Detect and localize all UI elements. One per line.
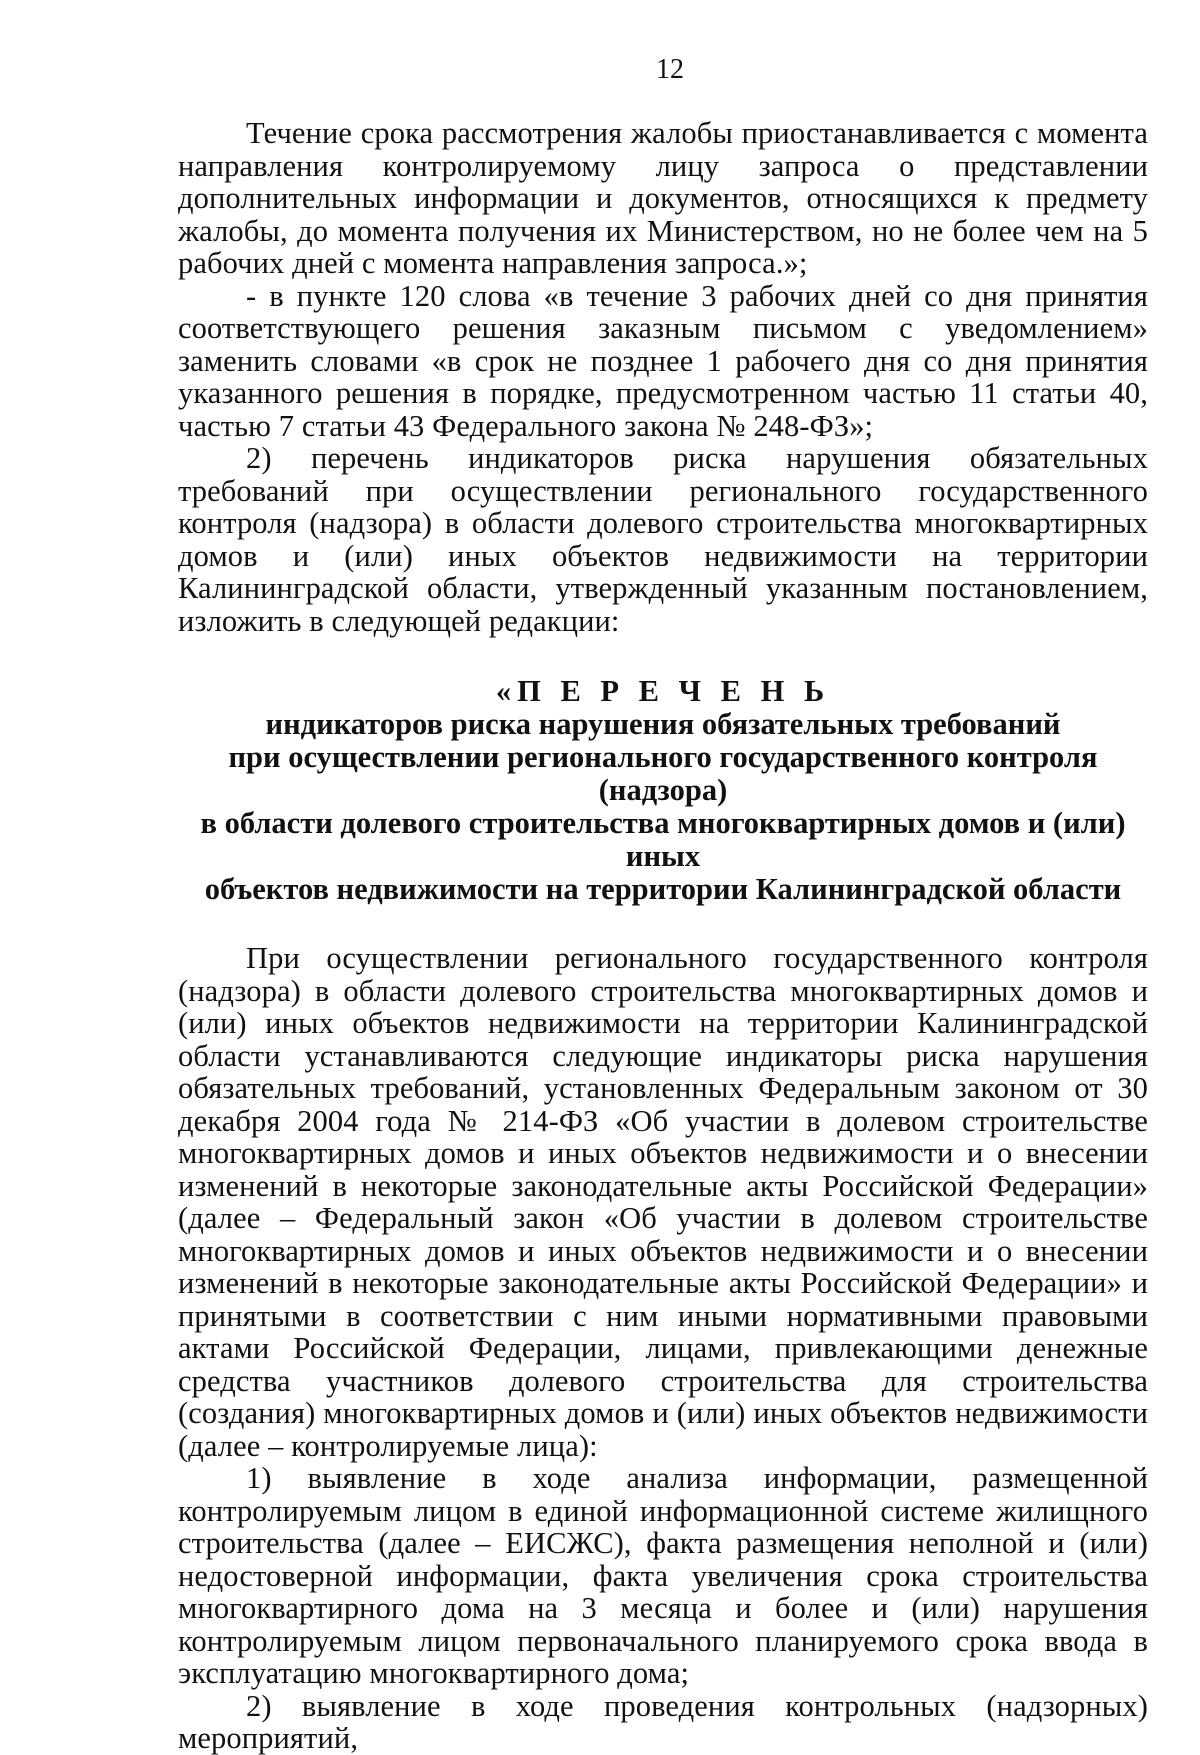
spacer [178,906,1148,942]
document-body [178,117,1148,1755]
heading-title: «П Е Р Е Ч Е Н Ь [495,674,831,708]
heading-line-1: индикаторов риска нарушения обязательных требований [265,707,1061,741]
list-heading [178,675,1148,906]
heading-line-3: в области долевого строительства многоквартирных домов и (или) иных [200,806,1126,873]
heading-line-4: объектов недвижимости на территории Калининградской области [204,872,1122,906]
paragraph-indicator-1: 1) выявление в ходе анализа информации, размещенной контролируемым лицом в единой информационной системе жилищного строительства (далее – ЕИСЖС), факта размещения неполной и (или) недостоверной информации, факта увеличения срока строительства многоквартирного дома на 3 месяца и более и (или) нарушения контролируемым лицом первоначального планируемого срока ввода в эксплуатацию многоквартирного дома; [178,1461,1148,1690]
paragraph-list-replacement: 2) перечень индикаторов риска нарушения обязательных требований при осуществлении регионального государственного контроля (надзора) в области долевого строительства многоквартирных домов и (или) иных объектов недвижимости на территории Калининградской области, утвержденный указанным постановлением, изложить в следующей редакции: [178,441,1148,638]
paragraph-complaint-suspension: Течение срока рассмотрения жалобы приостанавливается с момента направления контролируемому лицу запроса о представлении дополнительных информации и документов, относящихся к предмету жалобы, до момента получения их Министерством, но не более чем на 5 рабочих дней с момента направления запроса.»; [178,116,1148,280]
paragraph-item-120: - в пункте 120 слова «в течение 3 рабочих дней со дня принятия соответствующего решения заказным письмом с уведомлением» заменить словами «в срок не позднее 1 рабочего дня со дня принятия указанного решения в порядке, предусмотренном частью 11 статьи 40, частью 7 статьи 43 Федерального закона № 248-ФЗ»; [178,278,1148,443]
paragraph-indicator-2: 2) выявление в ходе проведения контрольных (надзорных) мероприятий, [178,1688,1148,1755]
paragraph-intro: При осуществлении регионального государственного контроля (надзора) в области долевого строительства многоквартирных домов и (или) иных объектов недвижимости на территории Калининградской области устанавливаются следующие индикаторы риска нарушения обязательных требований, установленных Федеральным законом от 30 декабря 2004 года № 214-ФЗ «Об участии в долевом строительстве многоквартирных домов и иных объектов недвижимости и о внесении изменений в некоторые законодательные акты Российской Федерации» (далее – Федеральный закон «Об участии в долевом строительстве многоквартирных домов и иных объектов недвижимости и о внесении изменений в некоторые законодательные акты Российской Федерации» и принятыми в соответствии с ним иными нормативными правовыми актами Российской Федерации, лицами, привлекающими денежные средства участников долевого строительства для строительства (создания) многоквартирных домов и (или) иных объектов недвижимости (далее – контролируемые лица): [178,941,1148,1463]
page-number: 12 [656,54,684,85]
heading-line-2: при осуществлении регионального государственного контроля (надзора) [228,740,1098,807]
